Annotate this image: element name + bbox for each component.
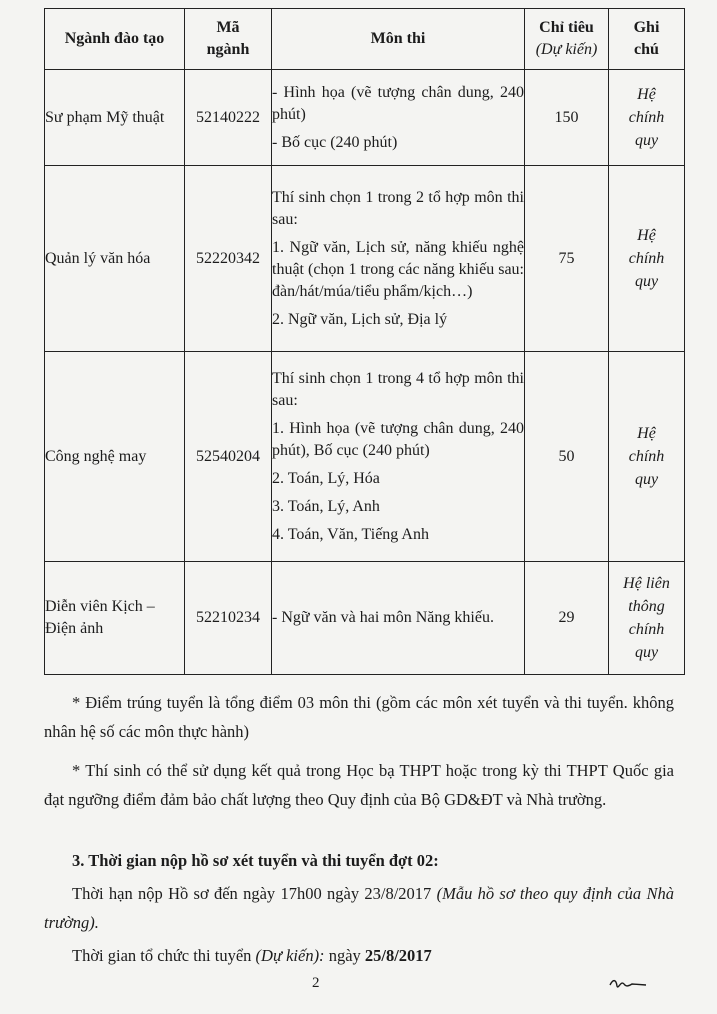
- table-row: [45, 166, 685, 352]
- major-name: Công nghệ may: [45, 352, 185, 562]
- page-number: 2: [312, 975, 320, 991]
- header-major: Ngành đào tạo: [45, 9, 185, 70]
- note-value: Hệ chính quy: [609, 70, 685, 166]
- major-name: Sư phạm Mỹ thuật: [45, 70, 185, 166]
- subject-line: 4. Toán, Văn, Tiếng Anh: [272, 525, 429, 543]
- exam-time-text: Thời gian tổ chức thi tuyển (Dự kiến): ngày 25/8/2017: [72, 946, 432, 965]
- notes-block: [44, 688, 674, 814]
- exam-subjects: [272, 70, 525, 166]
- quota-value: 50: [525, 352, 609, 562]
- header-note: Ghi chú: [609, 9, 685, 70]
- major-code: 52140222: [185, 70, 272, 166]
- table-row: [45, 352, 685, 562]
- table-header-row: [45, 9, 685, 70]
- subject-line: 1. Hình họa (vẽ tượng chân dung, 240 phút), Bố cục (240 phút): [272, 419, 524, 459]
- table-row: [45, 562, 685, 675]
- subject-line: - Bố cục (240 phút): [272, 133, 398, 151]
- quota-value: 150: [525, 70, 609, 166]
- admission-table: [44, 8, 685, 675]
- deadline-italic: (Mẫu hồ sơ theo quy định của Nhà trường).: [44, 884, 674, 932]
- transcript-note: * Thí sinh có thể sử dụng kết quả trong Học bạ THPT hoặc trong kỳ thi THPT Quốc gia đạt ngưỡng điểm đảm bảo chất lượng theo Quy định của Bộ GD&ĐT và Nhà trường.: [44, 761, 674, 809]
- major-code: 52210234: [185, 562, 272, 675]
- major-code: 52540204: [185, 352, 272, 562]
- subject-line: Thí sinh chọn 1 trong 2 tổ hợp môn thi sau:: [272, 188, 524, 228]
- exam-subjects: [272, 562, 525, 675]
- note-value: Hệ chính quy: [609, 166, 685, 352]
- section-3: [44, 846, 674, 970]
- handwritten-initials: [608, 976, 648, 994]
- subject-line: 2. Ngữ văn, Lịch sử, Địa lý: [272, 310, 448, 328]
- header-subjects: Môn thi: [272, 9, 525, 70]
- subject-line: 1. Ngữ văn, Lịch sử, năng khiếu nghệ thuật (chọn 1 trong các năng khiếu sau: đàn/hát/múa/tiểu phẩm/kịch…): [272, 238, 524, 300]
- major-name: Quản lý văn hóa: [45, 166, 185, 352]
- major-code: 52220342: [185, 166, 272, 352]
- exam-date: 25/8/2017: [364, 946, 432, 965]
- subject-line: - Hình họa (vẽ tượng chân dung, 240 phút): [272, 83, 524, 123]
- deadline-text: Thời hạn nộp Hồ sơ đến ngày 17h00 ngày 23/8/2017 (Mẫu hồ sơ theo quy định của Nhà trường).: [44, 884, 674, 932]
- quota-value: 75: [525, 166, 609, 352]
- subject-line: 2. Toán, Lý, Hóa: [272, 469, 380, 487]
- header-code: Mã ngành: [185, 9, 272, 70]
- section-heading: 3. Thời gian nộp hồ sơ xét tuyển và thi tuyển đợt 02:: [72, 851, 439, 870]
- header-quota: Chỉ tiêu (Dự kiến): [525, 9, 609, 70]
- major-name: Diễn viên Kịch – Điện ảnh: [45, 562, 185, 675]
- note-value: Hệ chính quy: [609, 352, 685, 562]
- score-note: * Điểm trúng tuyển là tổng điểm 03 môn thi (gồm các môn xét tuyển và thi tuyển. không nhân hệ số các môn thực hành): [44, 693, 674, 741]
- subject-line: Thí sinh chọn 1 trong 4 tổ hợp môn thi sau:: [272, 369, 524, 409]
- subject-line: - Ngữ văn và hai môn Năng khiếu.: [272, 609, 494, 626]
- table-row: [45, 70, 685, 166]
- exam-subjects: [272, 352, 525, 562]
- exam-time-italic: (Dự kiến):: [255, 946, 325, 965]
- quota-value: 29: [525, 562, 609, 675]
- subject-line: 3. Toán, Lý, Anh: [272, 497, 380, 515]
- header-quota-sub: (Dự kiến): [535, 41, 598, 58]
- exam-subjects: [272, 166, 525, 352]
- note-value: Hệ liên thông chính quy: [609, 562, 685, 675]
